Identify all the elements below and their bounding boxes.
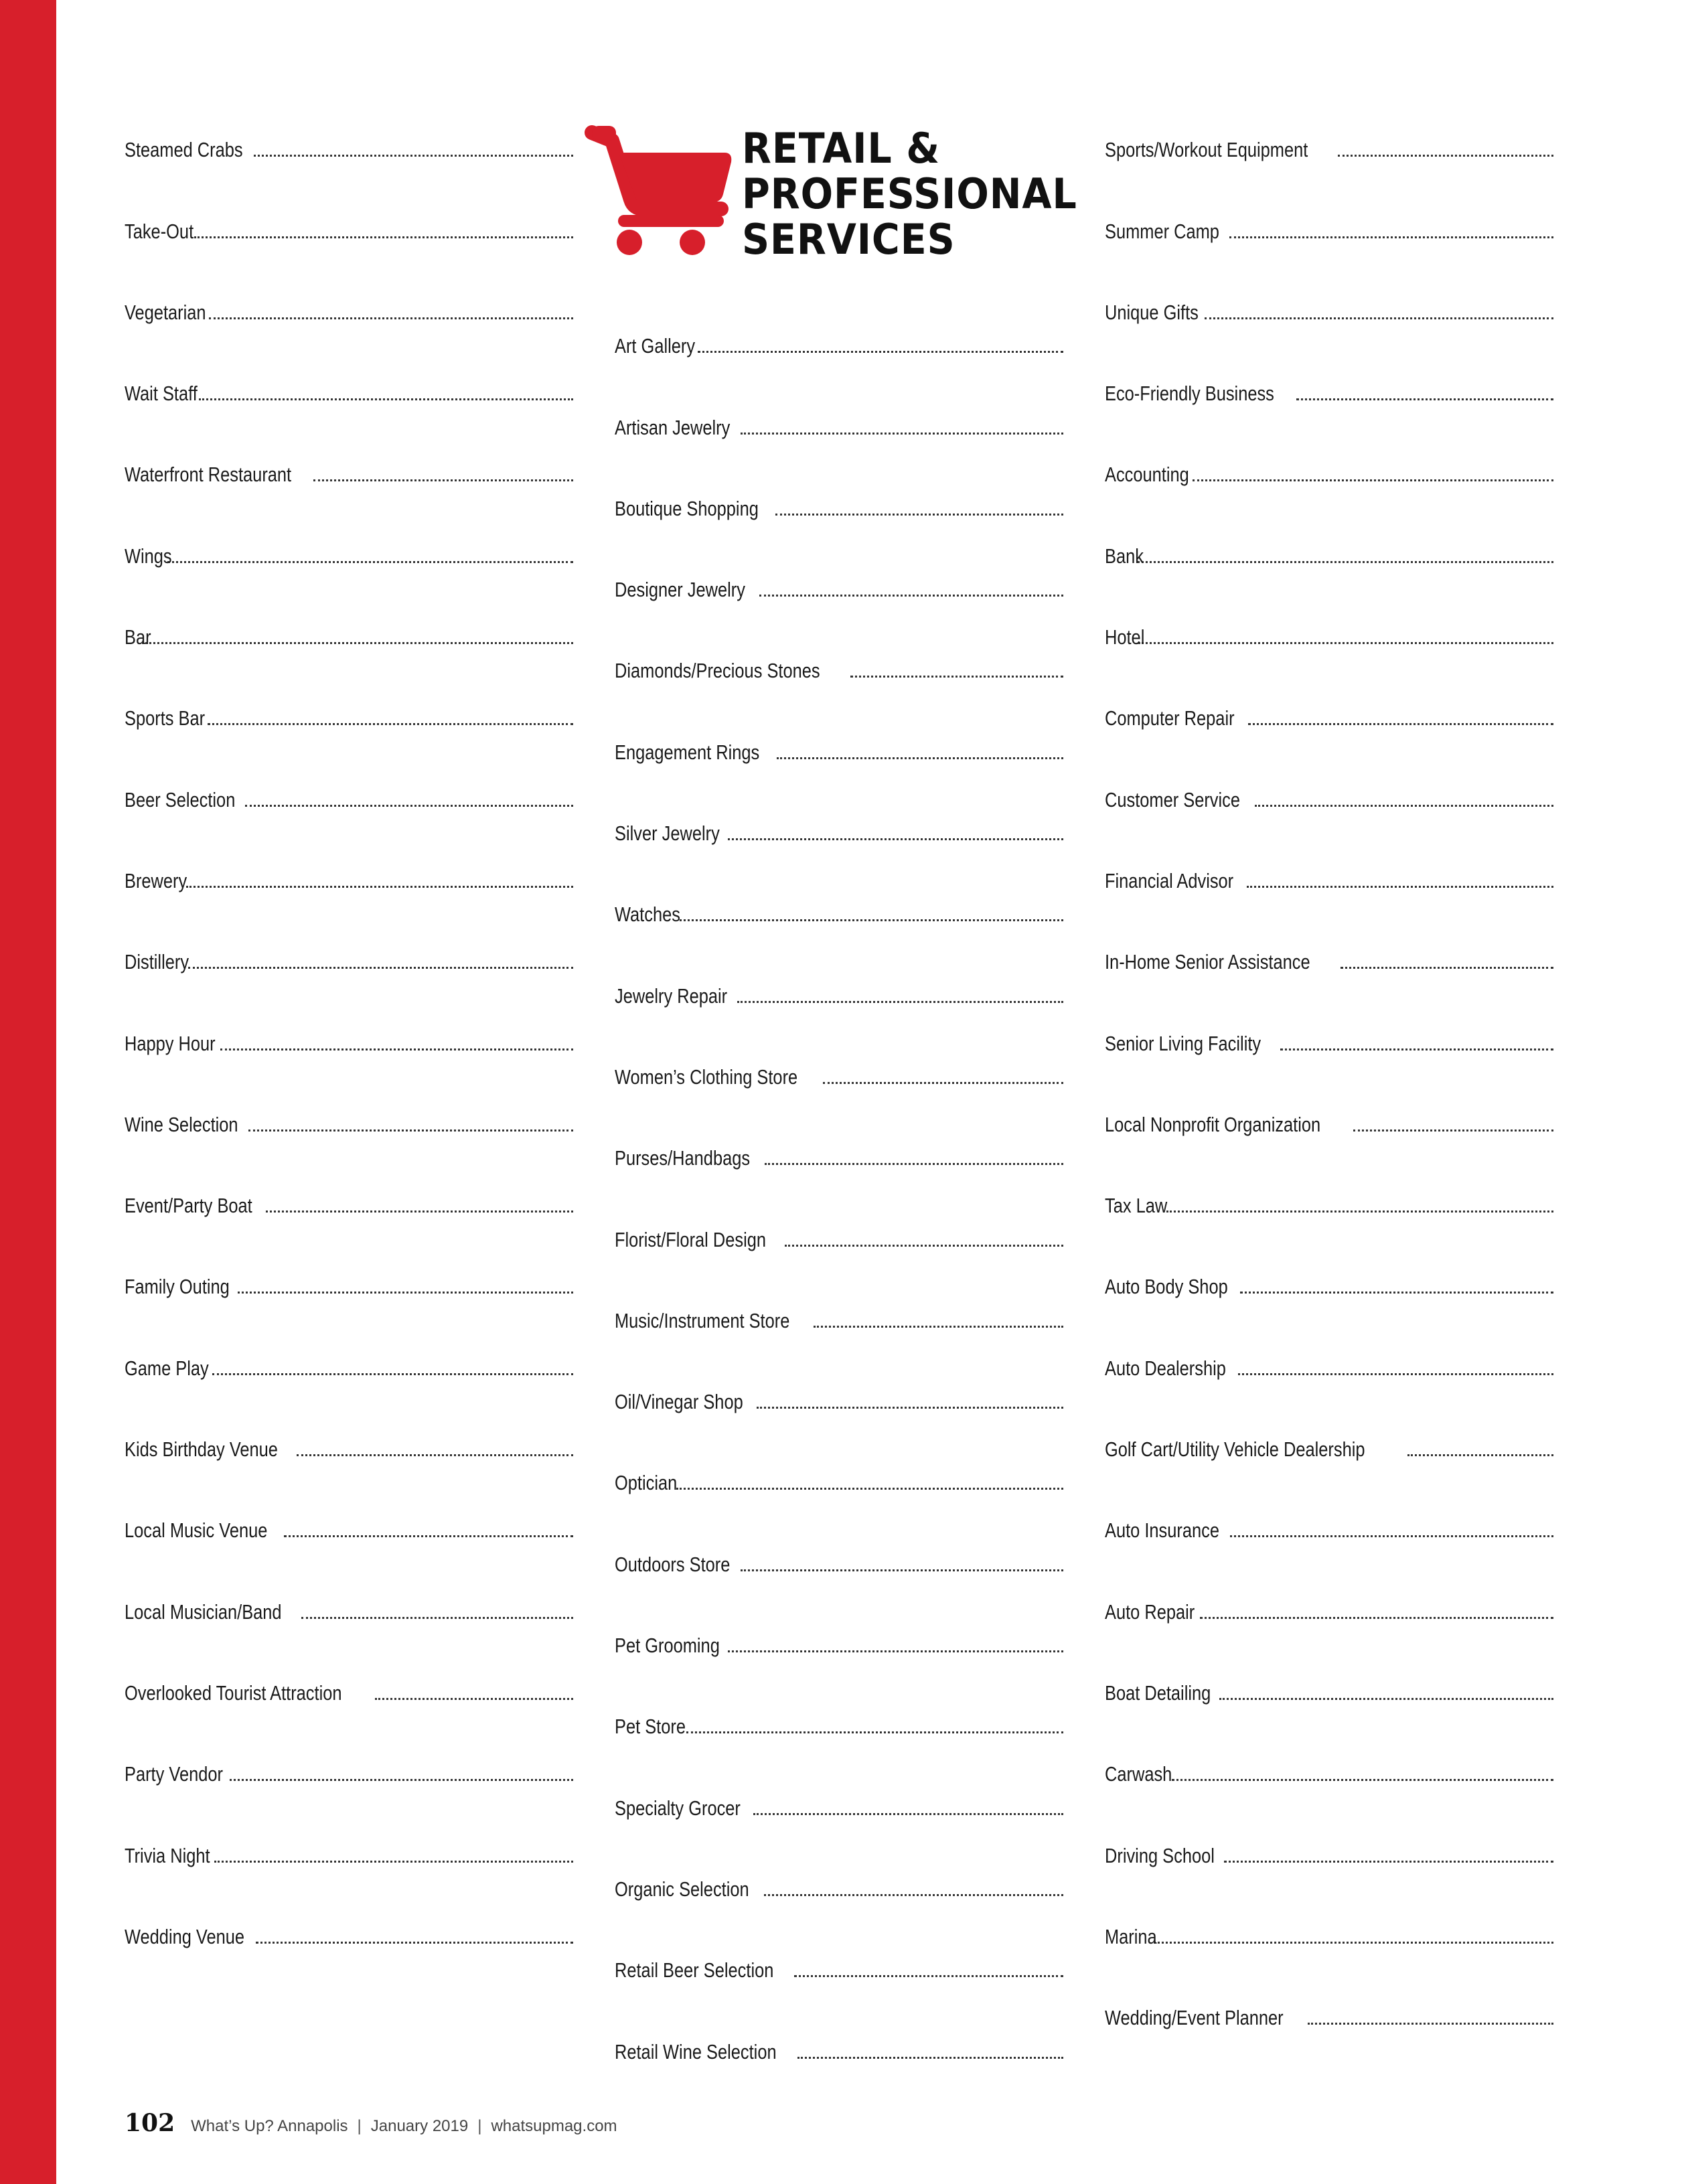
write-in-line[interactable] <box>1172 1779 1553 1781</box>
ballot-entry <box>615 1038 1063 1119</box>
write-in-line[interactable] <box>686 1731 1063 1733</box>
write-in-line[interactable] <box>777 757 1063 759</box>
category-label: Boutique Shopping <box>615 496 759 520</box>
category-label: Overlooked Tourist Attraction <box>125 1681 342 1705</box>
write-in-line[interactable] <box>797 2057 1063 2059</box>
ballot-entry-row <box>125 1195 573 1248</box>
category-label: Engagement Rings <box>615 740 760 764</box>
ballot-entry-row <box>1105 302 1553 355</box>
ballot-entry-row <box>1105 1602 1553 1654</box>
ballot-entry-row <box>125 627 573 680</box>
ballot-entry <box>1105 599 1553 680</box>
ballot-entry <box>125 1898 573 1979</box>
category-label: Auto Dealership <box>1105 1356 1226 1380</box>
write-in-line[interactable] <box>313 479 573 481</box>
ballot-entry <box>125 761 573 842</box>
write-in-line[interactable] <box>245 805 573 807</box>
category-label: Eco-Friendly Business <box>1105 382 1274 406</box>
write-in-line[interactable] <box>759 595 1063 597</box>
category-label: Diamonds/Precious Stones <box>615 659 820 683</box>
category-label: Wings <box>125 544 172 568</box>
write-in-line[interactable] <box>1308 2023 1553 2025</box>
category-label: Vegetarian <box>125 300 206 324</box>
write-in-line[interactable] <box>680 919 1063 921</box>
category-label: Financial Advisor <box>1105 868 1234 892</box>
ballot-entry <box>615 1363 1063 1444</box>
ballot-entry <box>1105 355 1553 436</box>
write-in-line[interactable] <box>850 676 1063 678</box>
ballot-entry <box>1105 680 1553 761</box>
ballot-entry <box>1105 1816 1553 1897</box>
section-header <box>584 121 1077 264</box>
ballot-entry-row <box>1105 1845 1553 1898</box>
ballot-entry-row <box>1105 1114 1553 1167</box>
category-label: Carwash <box>1105 1762 1172 1786</box>
category-label: Unique Gifts <box>1105 300 1199 324</box>
ballot-entry-row <box>125 1033 573 1086</box>
write-in-line[interactable] <box>741 1569 1063 1571</box>
category-label: Jewelry Repair <box>615 984 728 1008</box>
ballot-entry <box>615 1119 1063 1200</box>
ballot-entry-row <box>1105 1764 1553 1816</box>
ballot-entry-row <box>125 1683 573 1735</box>
ballot-entry-row <box>1105 1439 1553 1492</box>
write-in-line[interactable] <box>297 1454 573 1456</box>
ballot-entry-row <box>615 1635 1063 1688</box>
section-title-line-2: PROFESSIONAL <box>742 169 1077 218</box>
ballot-column-middle <box>615 307 1063 2094</box>
write-in-line[interactable] <box>1338 155 1553 157</box>
category-label: Purses/Handbags <box>615 1146 751 1170</box>
category-label: Party Vendor <box>125 1762 223 1786</box>
ballot-entry <box>125 1329 573 1410</box>
write-in-line[interactable] <box>1193 479 1553 481</box>
ballot-entry-row <box>125 221 573 274</box>
ballot-entry <box>1105 1654 1553 1735</box>
ballot-entry <box>125 355 573 436</box>
category-label: Wedding Venue <box>125 1924 245 1948</box>
category-label: Wine Selection <box>125 1112 238 1136</box>
write-in-line[interactable] <box>1240 1292 1553 1294</box>
write-in-line[interactable] <box>785 1245 1063 1247</box>
ballot-entry-row <box>1105 789 1553 842</box>
ballot-entry-row <box>125 139 573 192</box>
category-label: Florist/Floral Design <box>615 1227 767 1251</box>
ballot-entry <box>615 551 1063 632</box>
ballot-entry-row <box>125 1764 573 1816</box>
write-in-line[interactable] <box>741 433 1063 435</box>
category-label: Distillery <box>125 950 189 974</box>
category-label: Sports/Workout Equipment <box>1105 138 1308 162</box>
write-in-line[interactable] <box>757 1407 1063 1409</box>
category-label: Bank <box>1105 544 1144 568</box>
write-in-line[interactable] <box>823 1082 1063 1084</box>
publication-name: What’s Up? Annapolis <box>191 2117 348 2135</box>
ballot-entry <box>125 1816 573 1897</box>
write-in-line[interactable] <box>737 1001 1063 1003</box>
write-in-line[interactable] <box>1219 1698 1553 1700</box>
category-label: Customer Service <box>1105 787 1241 811</box>
ballot-entry-row <box>1105 383 1553 436</box>
category-label: In-Home Senior Assistance <box>1105 950 1310 974</box>
ballot-entry <box>125 599 573 680</box>
write-in-line[interactable] <box>1138 561 1553 563</box>
ballot-column-left <box>125 111 573 1979</box>
ballot-entry-row <box>125 1602 573 1654</box>
ballot-entry <box>1105 517 1553 598</box>
write-in-line[interactable] <box>186 886 573 888</box>
issue-date: January 2019 <box>370 2117 469 2135</box>
category-label: Happy Hour <box>125 1031 216 1055</box>
write-in-line[interactable] <box>212 1373 573 1375</box>
ballot-entry-row <box>1105 464 1553 517</box>
write-in-line[interactable] <box>775 514 1063 516</box>
category-label: Art Gallery <box>615 334 696 358</box>
ballot-entry <box>615 632 1063 713</box>
category-label: Outdoors Store <box>615 1552 731 1576</box>
ballot-entry <box>1105 1492 1553 1573</box>
ballot-entry <box>1105 1248 1553 1329</box>
section-title <box>742 126 1106 262</box>
ballot-entry-row <box>615 1391 1063 1444</box>
ballot-entry-row <box>1105 627 1553 680</box>
ballot-entry <box>615 795 1063 876</box>
write-in-line[interactable] <box>214 1861 573 1863</box>
ballot-entry-row <box>125 1358 573 1411</box>
ballot-entry-row <box>1105 1683 1553 1735</box>
ballot-entry-row <box>1105 139 1553 192</box>
category-label: Auto Insurance <box>1105 1518 1219 1543</box>
category-label: Local Musician/Band <box>125 1600 282 1624</box>
ballot-entry <box>1105 1167 1553 1248</box>
write-in-line[interactable] <box>1407 1454 1553 1456</box>
write-in-line[interactable] <box>208 723 573 725</box>
category-label: Boat Detailing <box>1105 1681 1211 1705</box>
ballot-entry <box>615 1769 1063 1850</box>
ballot-entry-row <box>125 464 573 517</box>
ballot-entry <box>615 957 1063 1038</box>
category-label: Wait Staff <box>125 382 198 406</box>
category-label: Silver Jewelry <box>615 822 720 846</box>
ballot-entry <box>125 680 573 761</box>
ballot-entry-row <box>615 1879 1063 1932</box>
category-label: Driving School <box>1105 1843 1215 1867</box>
ballot-entry-row <box>125 1439 573 1492</box>
ballot-entry-row <box>1105 708 1553 761</box>
category-label: Retail Beer Selection <box>615 1958 774 1982</box>
ballot-entry <box>125 274 573 355</box>
ballot-entry <box>1105 1898 1553 1979</box>
category-label: Steamed Crabs <box>125 138 243 162</box>
website-url: whatsupmag.com <box>491 2117 617 2135</box>
ballot-entry <box>125 1004 573 1085</box>
ballot-entry-row <box>125 870 573 923</box>
write-in-line[interactable] <box>256 1942 573 1944</box>
ballot-entry-row <box>615 1310 1063 1363</box>
ballot-entry-row <box>615 742 1063 795</box>
category-label: Bar <box>125 625 151 649</box>
category-label: Computer Repair <box>1105 706 1235 730</box>
ballot-entry-row <box>1105 2007 1553 2060</box>
write-in-line[interactable] <box>167 561 573 563</box>
ballot-entry <box>125 1654 573 1735</box>
category-label: Sports Bar <box>125 706 206 730</box>
ballot-entry-row <box>615 904 1063 957</box>
write-in-line[interactable] <box>1296 398 1553 400</box>
write-in-line[interactable] <box>238 1292 573 1294</box>
ballot-entry-row <box>615 579 1063 632</box>
page-number: 102 <box>125 2109 175 2137</box>
ballot-entry <box>615 1607 1063 1688</box>
ballot-entry-row <box>1105 546 1553 599</box>
ballot-entry <box>125 1248 573 1329</box>
write-in-line[interactable] <box>301 1617 573 1619</box>
category-label: Game Play <box>125 1356 209 1380</box>
ballot-entry <box>615 1851 1063 1932</box>
category-label: Watches <box>615 903 680 927</box>
ballot-entry-row <box>615 1960 1063 2013</box>
write-in-line[interactable] <box>1238 1373 1553 1375</box>
category-label: Hotel <box>1105 625 1145 649</box>
ballot-entry-row <box>615 1229 1063 1282</box>
category-label: Family Outing <box>125 1275 230 1299</box>
ballot-entry-row <box>125 302 573 355</box>
write-in-line[interactable] <box>1229 236 1553 238</box>
ballot-entry-row <box>125 546 573 599</box>
write-in-line[interactable] <box>209 317 573 319</box>
ballot-entry <box>125 923 573 1004</box>
category-label: Beer Selection <box>125 787 236 811</box>
ballot-entry-row <box>1105 221 1553 274</box>
ballot-entry <box>125 111 573 192</box>
write-in-line[interactable] <box>814 1326 1063 1328</box>
ballot-entry-row <box>125 1276 573 1329</box>
category-label: Music/Instrument Store <box>615 1308 790 1332</box>
ballot-entry-row <box>615 660 1063 713</box>
ballot-entry <box>1105 1411 1553 1492</box>
ballot-entry <box>615 1282 1063 1363</box>
category-label: Optician <box>615 1471 678 1495</box>
ballot-entry <box>125 517 573 598</box>
write-in-line[interactable] <box>1230 1535 1553 1537</box>
write-in-line[interactable] <box>1154 1942 1553 1944</box>
ballot-entry <box>615 388 1063 469</box>
ballot-entry-row <box>615 335 1063 388</box>
ballot-entry-row <box>615 2041 1063 2094</box>
ballot-entry-row <box>615 1716 1063 1769</box>
category-label: Pet Store <box>615 1715 686 1739</box>
ballot-entry-row <box>615 1148 1063 1200</box>
write-in-line[interactable] <box>1166 1211 1553 1213</box>
ballot-entry-row <box>125 951 573 1004</box>
write-in-line[interactable] <box>764 1894 1063 1896</box>
ballot-entry <box>615 1525 1063 1606</box>
write-in-line[interactable] <box>230 1779 573 1781</box>
ballot-entry-row <box>1105 870 1553 923</box>
ballot-entry <box>125 1492 573 1573</box>
category-label: Retail Wine Selection <box>615 2039 777 2063</box>
ballot-entry-row <box>125 1114 573 1167</box>
write-in-line[interactable] <box>194 236 573 238</box>
write-in-line[interactable] <box>1247 886 1553 888</box>
footer-separator: | <box>477 2117 482 2135</box>
ballot-entry-row <box>615 1067 1063 1119</box>
page-footer <box>125 2109 617 2137</box>
ballot-entry <box>1105 923 1553 1004</box>
category-label: Organic Selection <box>615 1877 749 1901</box>
category-label: Auto Body Shop <box>1105 1275 1228 1299</box>
category-label: Designer Jewelry <box>615 578 745 602</box>
category-label: Tax Law <box>1105 1194 1168 1218</box>
shopping-cart-icon <box>584 121 738 264</box>
category-label: Artisan Jewelry <box>615 415 731 439</box>
write-in-line[interactable] <box>1280 1048 1553 1050</box>
ballot-entry-row <box>1105 951 1553 1004</box>
write-in-line[interactable] <box>1341 967 1553 969</box>
ballot-entry <box>1105 842 1553 923</box>
write-in-line[interactable] <box>375 1698 573 1700</box>
ballot-entry <box>125 192 573 273</box>
ballot-entry <box>125 1167 573 1248</box>
write-in-line[interactable] <box>188 967 573 969</box>
write-in-line[interactable] <box>698 351 1063 353</box>
ballot-entry-row <box>1105 1195 1553 1248</box>
category-label: Auto Repair <box>1105 1600 1195 1624</box>
category-label: Trivia Night <box>125 1843 210 1867</box>
ballot-entry <box>615 1932 1063 2013</box>
ballot-entry <box>125 1735 573 1816</box>
write-in-line[interactable] <box>765 1163 1063 1165</box>
ballot-entry <box>1105 1086 1553 1167</box>
category-label: Brewery <box>125 868 187 892</box>
ballot-entry-row <box>615 417 1063 470</box>
write-in-line[interactable] <box>220 1048 573 1050</box>
ballot-entry <box>1105 1573 1553 1654</box>
ballot-entry <box>615 307 1063 388</box>
write-in-line[interactable] <box>1353 1129 1553 1132</box>
ballot-entry <box>615 1688 1063 1769</box>
ballot-entry-row <box>125 1520 573 1573</box>
ballot-entry <box>1105 274 1553 355</box>
ballot-entry <box>615 1200 1063 1281</box>
ballot-entry-row <box>125 383 573 436</box>
ballot-entry <box>125 842 573 923</box>
ballot-entry-row <box>615 1798 1063 1851</box>
category-label: Local Music Venue <box>125 1518 268 1543</box>
ballot-entry <box>1105 1735 1553 1816</box>
category-label: Accounting <box>1105 463 1189 487</box>
category-label: Pet Grooming <box>615 1634 720 1658</box>
category-label: Wedding/Event Planner <box>1105 2006 1284 2030</box>
write-in-line[interactable] <box>254 155 573 157</box>
category-label: Waterfront Restaurant <box>125 463 292 487</box>
category-label: Take-Out <box>125 219 194 243</box>
write-in-line[interactable] <box>1248 723 1553 725</box>
category-label: Specialty Grocer <box>615 1796 741 1820</box>
category-label: Golf Cart/Utility Vehicle Dealership <box>1105 1437 1365 1462</box>
section-title-line-3: SERVICES <box>742 215 955 264</box>
ballot-entry <box>125 436 573 517</box>
section-title-line-1: RETAIL & <box>742 124 941 173</box>
write-in-line[interactable] <box>199 398 573 400</box>
ballot-entry-row <box>1105 1033 1553 1086</box>
ballot-entry <box>125 1573 573 1654</box>
ballot-entry-row <box>125 708 573 761</box>
category-label: Summer Camp <box>1105 219 1219 243</box>
ballot-entry-row <box>1105 1276 1553 1329</box>
write-in-line[interactable] <box>1224 1861 1553 1863</box>
category-label: Event/Party Boat <box>125 1194 252 1218</box>
ballot-column-right <box>1105 111 1553 2060</box>
category-label: Kids Birthday Venue <box>125 1437 278 1462</box>
write-in-line[interactable] <box>1138 642 1553 644</box>
write-in-line[interactable] <box>248 1129 573 1132</box>
ballot-entry <box>615 470 1063 551</box>
category-label: Oil/Vinegar Shop <box>615 1390 743 1414</box>
write-in-line[interactable] <box>142 642 573 644</box>
write-in-line[interactable] <box>1205 317 1553 319</box>
ballot-entry <box>1105 761 1553 842</box>
ballot-entry <box>1105 1329 1553 1410</box>
write-in-line[interactable] <box>284 1535 573 1537</box>
ballot-entry <box>1105 1979 1553 2060</box>
ballot-entry-row <box>615 986 1063 1038</box>
ballot-entry-row <box>615 498 1063 551</box>
write-in-line[interactable] <box>794 1975 1064 1977</box>
ballot-entry <box>615 2013 1063 2094</box>
ballot-entry <box>125 1411 573 1492</box>
ballot-entry-row <box>1105 1358 1553 1411</box>
ballot-entry-row <box>125 789 573 842</box>
ballot-entry-row <box>1105 1926 1553 1979</box>
category-label: Senior Living Facility <box>1105 1031 1262 1055</box>
ballot-entry-row <box>615 1554 1063 1607</box>
write-in-line[interactable] <box>753 1813 1063 1815</box>
write-in-line[interactable] <box>1200 1617 1553 1619</box>
footer-separator: | <box>357 2117 362 2135</box>
ballot-entry <box>125 1086 573 1167</box>
ballot-entry <box>615 713 1063 794</box>
write-in-line[interactable] <box>266 1211 573 1213</box>
ballot-entry <box>615 876 1063 957</box>
write-in-line[interactable] <box>676 1488 1063 1490</box>
ballot-entry <box>615 1444 1063 1525</box>
ballot-entry <box>1105 436 1553 517</box>
ballot-entry <box>1105 192 1553 273</box>
category-label: Local Nonprofit Organization <box>1105 1112 1321 1136</box>
write-in-line[interactable] <box>728 1650 1063 1652</box>
ballot-entry-row <box>125 1926 573 1979</box>
ballot-entry-row <box>615 1472 1063 1525</box>
ballot-entry-row <box>125 1845 573 1898</box>
ballot-entry-row <box>615 823 1063 876</box>
category-label: Women’s Clothing Store <box>615 1065 798 1089</box>
write-in-line[interactable] <box>728 838 1063 840</box>
ballot-entry <box>1105 1004 1553 1085</box>
write-in-line[interactable] <box>1255 805 1553 807</box>
red-margin-bar <box>0 0 56 2184</box>
ballot-entry-row <box>1105 1520 1553 1573</box>
ballot-entry <box>1105 111 1553 192</box>
category-label: Marina <box>1105 1924 1157 1948</box>
